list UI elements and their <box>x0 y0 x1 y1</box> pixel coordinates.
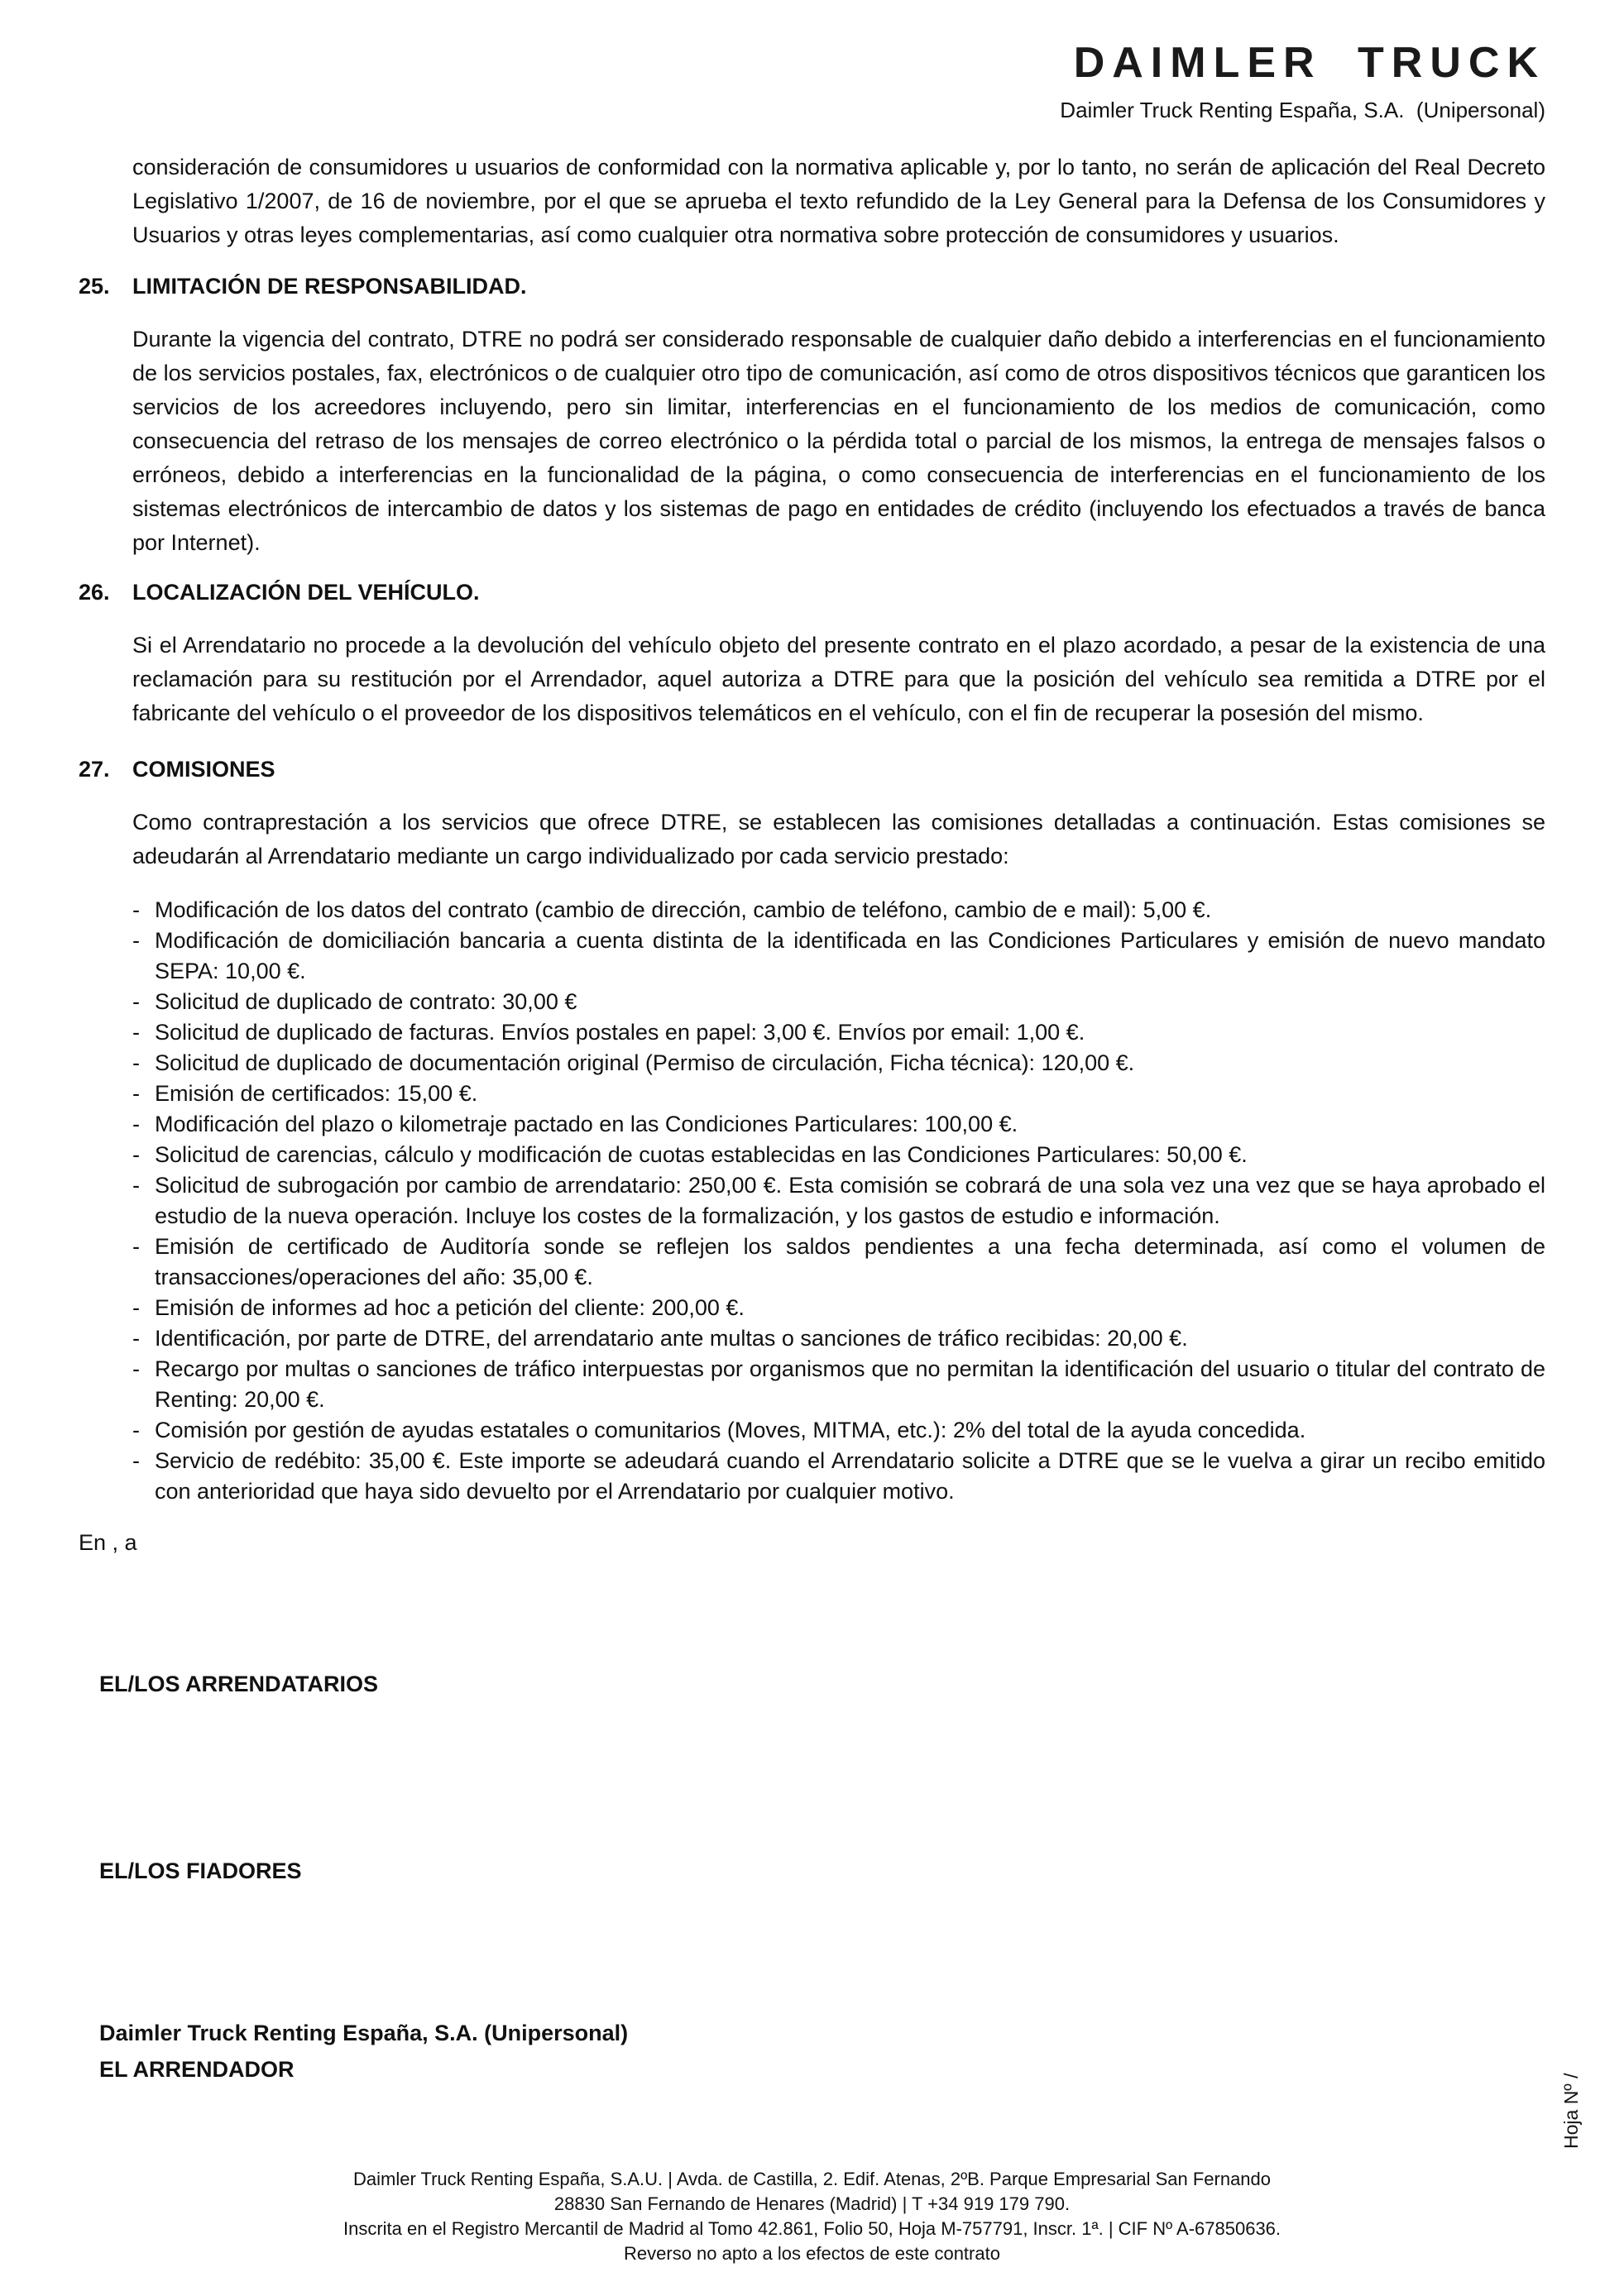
place-date-line: En , a <box>79 1530 137 1555</box>
bullet-dash: - <box>132 1326 140 1351</box>
bullet-dash: - <box>132 1050 140 1075</box>
bullet-dash: - <box>132 1356 140 1381</box>
list-item-text: Recargo por multas o sanciones de tráfico interpuestas por organismos que no permitan la identificación del usuario o titular del contrato de Renting: 20,00 €. <box>155 1356 1545 1412</box>
bullet-dash: - <box>132 989 140 1014</box>
bullet-dash: - <box>132 1295 140 1320</box>
section-27-number: 27. <box>79 757 110 782</box>
commission-list <box>132 895 1545 1507</box>
list-item-text: Solicitud de duplicado de facturas. Envíos postales en papel: 3,00 €. Envíos por email: 1,00 €. <box>155 1020 1085 1045</box>
bullet-dash: - <box>132 1418 140 1442</box>
bullet-dash: - <box>132 1448 140 1473</box>
list-item-text: Emisión de certificados: 15,00 €. <box>155 1081 478 1106</box>
list-item-text: Solicitud de duplicado de contrato: 30,00 € <box>155 989 577 1014</box>
company-subtitle: Daimler Truck Renting España, S.A. (Unipersonal) <box>1060 98 1545 122</box>
guarantors-signature-label: EL/LOS FIADORES <box>99 1858 302 1883</box>
page-footer <box>0 2167 1624 2266</box>
list-item <box>132 1323 1545 1354</box>
list-item-text: Servicio de redébito: 35,00 €. Este importe se adeudará cuando el Arrendatario solicite a DTRE que se le vuelva a girar un recibo emitido con anterioridad que haya sido devuelto por el Arrendatario por cualquier motivo. <box>155 1448 1545 1504</box>
section-25-title: LIMITACIÓN DE RESPONSABILIDAD. <box>132 274 527 299</box>
lessor-company-name: Daimler Truck Renting España, S.A. (Unipersonal) <box>99 2021 629 2045</box>
list-item-text: Solicitud de subrogación por cambio de arrendatario: 250,00 €. Esta comisión se cobrará de una sola vez una vez que se haya aprobado el estudio de la nueva operación. Incluye los costes de la formalización, y los gastos de estudio e información. <box>155 1173 1545 1228</box>
intro-continuation-paragraph: consideración de consumidores u usuarios de conformidad con la normativa aplicable y, por lo tanto, no serán de aplicación del Real Decreto Legislativo 1/2007, de 16 de noviembre, por el que se aprueba el texto refundido de la Ley General para la Defensa de los Consumidores y Usuarios y otras leyes complementarias, así como cualquier otra normativa sobre protección de consumidores y usuarios. <box>132 155 1545 247</box>
lessor-label: EL ARRENDADOR <box>99 2057 295 2082</box>
list-item <box>132 1232 1545 1293</box>
list-item <box>132 987 1545 1017</box>
list-item-text: Identificación, por parte de DTRE, del arrendatario ante multas o sanciones de tráfico recibidas: 20,00 €. <box>155 1326 1188 1351</box>
list-item <box>132 1354 1545 1415</box>
list-item <box>132 1446 1545 1507</box>
list-item <box>132 1048 1545 1079</box>
footer-reverse-note: Reverso no apto a los efectos de este contrato <box>624 2243 1000 2264</box>
list-item <box>132 1109 1545 1140</box>
bullet-dash: - <box>132 1173 140 1198</box>
section-26-body: Si el Arrendatario no procede a la devolución del vehículo objeto del presente contrato en el plazo acordado, a pesar de la existencia de una reclamación para su restitución por el Arrendador, aquel autoriza a DTRE para que la posición del vehículo sea remitida a DTRE por el fabricante del vehículo o el proveedor de los dispositivos telemáticos en el vehículo, con el fin de recuperar la posesión del mismo. <box>132 633 1545 725</box>
footer-address-line: Daimler Truck Renting España, S.A.U. | Avda. de Castilla, 2. Edif. Atenas, 2ºB. Parque Empresarial San Fernando <box>352 2169 1272 2189</box>
bullet-dash: - <box>132 1142 140 1167</box>
lessor-signature-block <box>99 2015 628 2088</box>
bullet-dash: - <box>132 897 140 922</box>
bullet-dash: - <box>132 928 140 953</box>
list-item-text: Modificación de domiciliación bancaria a cuenta distinta de la identificada en las Condiciones Particulares y emisión de nuevo mandato SEPA: 10,00 €. <box>155 928 1545 983</box>
list-item-text: Solicitud de duplicado de documentación original (Permiso de circulación, Ficha técnica): 120,00 €. <box>155 1050 1135 1075</box>
list-item <box>132 1293 1545 1323</box>
bullet-dash: - <box>132 1112 140 1136</box>
list-item <box>132 1170 1545 1232</box>
section-26-heading <box>79 576 1545 610</box>
lessees-signature-label: EL/LOS ARRENDATARIOS <box>99 1672 378 1696</box>
footer-city-phone-line: 28830 San Fernando de Henares (Madrid) | T +34 919 179 790. <box>553 2193 1071 2214</box>
bullet-dash: - <box>132 1020 140 1045</box>
list-item <box>132 1079 1545 1109</box>
section-25-number: 25. <box>79 274 110 299</box>
section-27-title: COMISIONES <box>132 757 275 782</box>
list-item-text: Modificación de los datos del contrato (cambio de dirección, cambio de teléfono, cambio de e mail): 5,00 €. <box>155 897 1212 922</box>
footer-registry-line: Inscrita en el Registro Mercantil de Madrid al Tomo 42.861, Folio 50, Hoja M-757791, Inscr. 1ª. | CIF Nº A-67850636. <box>343 2218 1281 2239</box>
section-27-heading <box>79 753 1545 787</box>
list-item-text: Emisión de certificado de Auditoría sonde se reflejen los saldos pendientes a una fecha determinada, así como el volumen de transacciones/operaciones del año: 35,00 €. <box>155 1234 1545 1289</box>
section-26-number: 26. <box>79 580 110 605</box>
list-item <box>132 1140 1545 1170</box>
section-25-heading <box>79 270 1545 304</box>
list-item <box>132 1017 1545 1048</box>
section-27-intro: Como contraprestación a los servicios que ofrece DTRE, se establecen las comisiones detalladas a continuación. Estas comisiones se adeudarán al Arrendatario mediante un cargo individualizado por cada servicio prestado: <box>132 810 1545 868</box>
section-26-title: LOCALIZACIÓN DEL VEHÍCULO. <box>132 580 480 605</box>
sheet-number-vertical-label: Hoja Nº / <box>1560 2073 1582 2149</box>
page-header <box>1060 40 1545 122</box>
list-item-text: Comisión por gestión de ayudas estatales o comunitarios (Moves, MITMA, etc.): 2% del total de la ayuda concedida. <box>155 1418 1306 1442</box>
bullet-dash: - <box>132 1081 140 1106</box>
list-item-text: Emisión de informes ad hoc a petición del cliente: 200,00 €. <box>155 1295 745 1320</box>
list-item <box>132 895 1545 926</box>
list-item-text: Solicitud de carencias, cálculo y modificación de cuotas establecidas en las Condiciones Particulares: 50,00 €. <box>155 1142 1248 1167</box>
bullet-dash: - <box>132 1234 140 1259</box>
section-25-body: Durante la vigencia del contrato, DTRE no podrá ser considerado responsable de cualquier daño debido a interferencias en el funcionamiento de los servicios postales, fax, electrónicos o de cualquier otro tipo de comunicación, así como de otros dispositivos técnicos que garanticen los servicios de los acreedores incluyendo, pero sin limitar, interferencias en el funcionamiento de los medios de comunicación, como consecuencia del retraso de los mensajes de correo electrónico o la pérdida total o parcial de los mismos, la entrega de mensajes falsos o erróneos, debido a interferencias en la funcionalidad de la página, o como consecuencia de interferencias en el funcionamiento de los sistemas electrónicos de intercambio de datos y los sistemas de pago en entidades de crédito (incluyendo los efectuados a través de banca por Internet). <box>132 327 1545 555</box>
list-item-text: Modificación del plazo o kilometraje pactado en las Condiciones Particulares: 100,00 €. <box>155 1112 1018 1136</box>
daimler-truck-logo: DAIMLER TRUCK <box>1073 39 1545 87</box>
list-item <box>132 926 1545 987</box>
list-item <box>132 1415 1545 1446</box>
